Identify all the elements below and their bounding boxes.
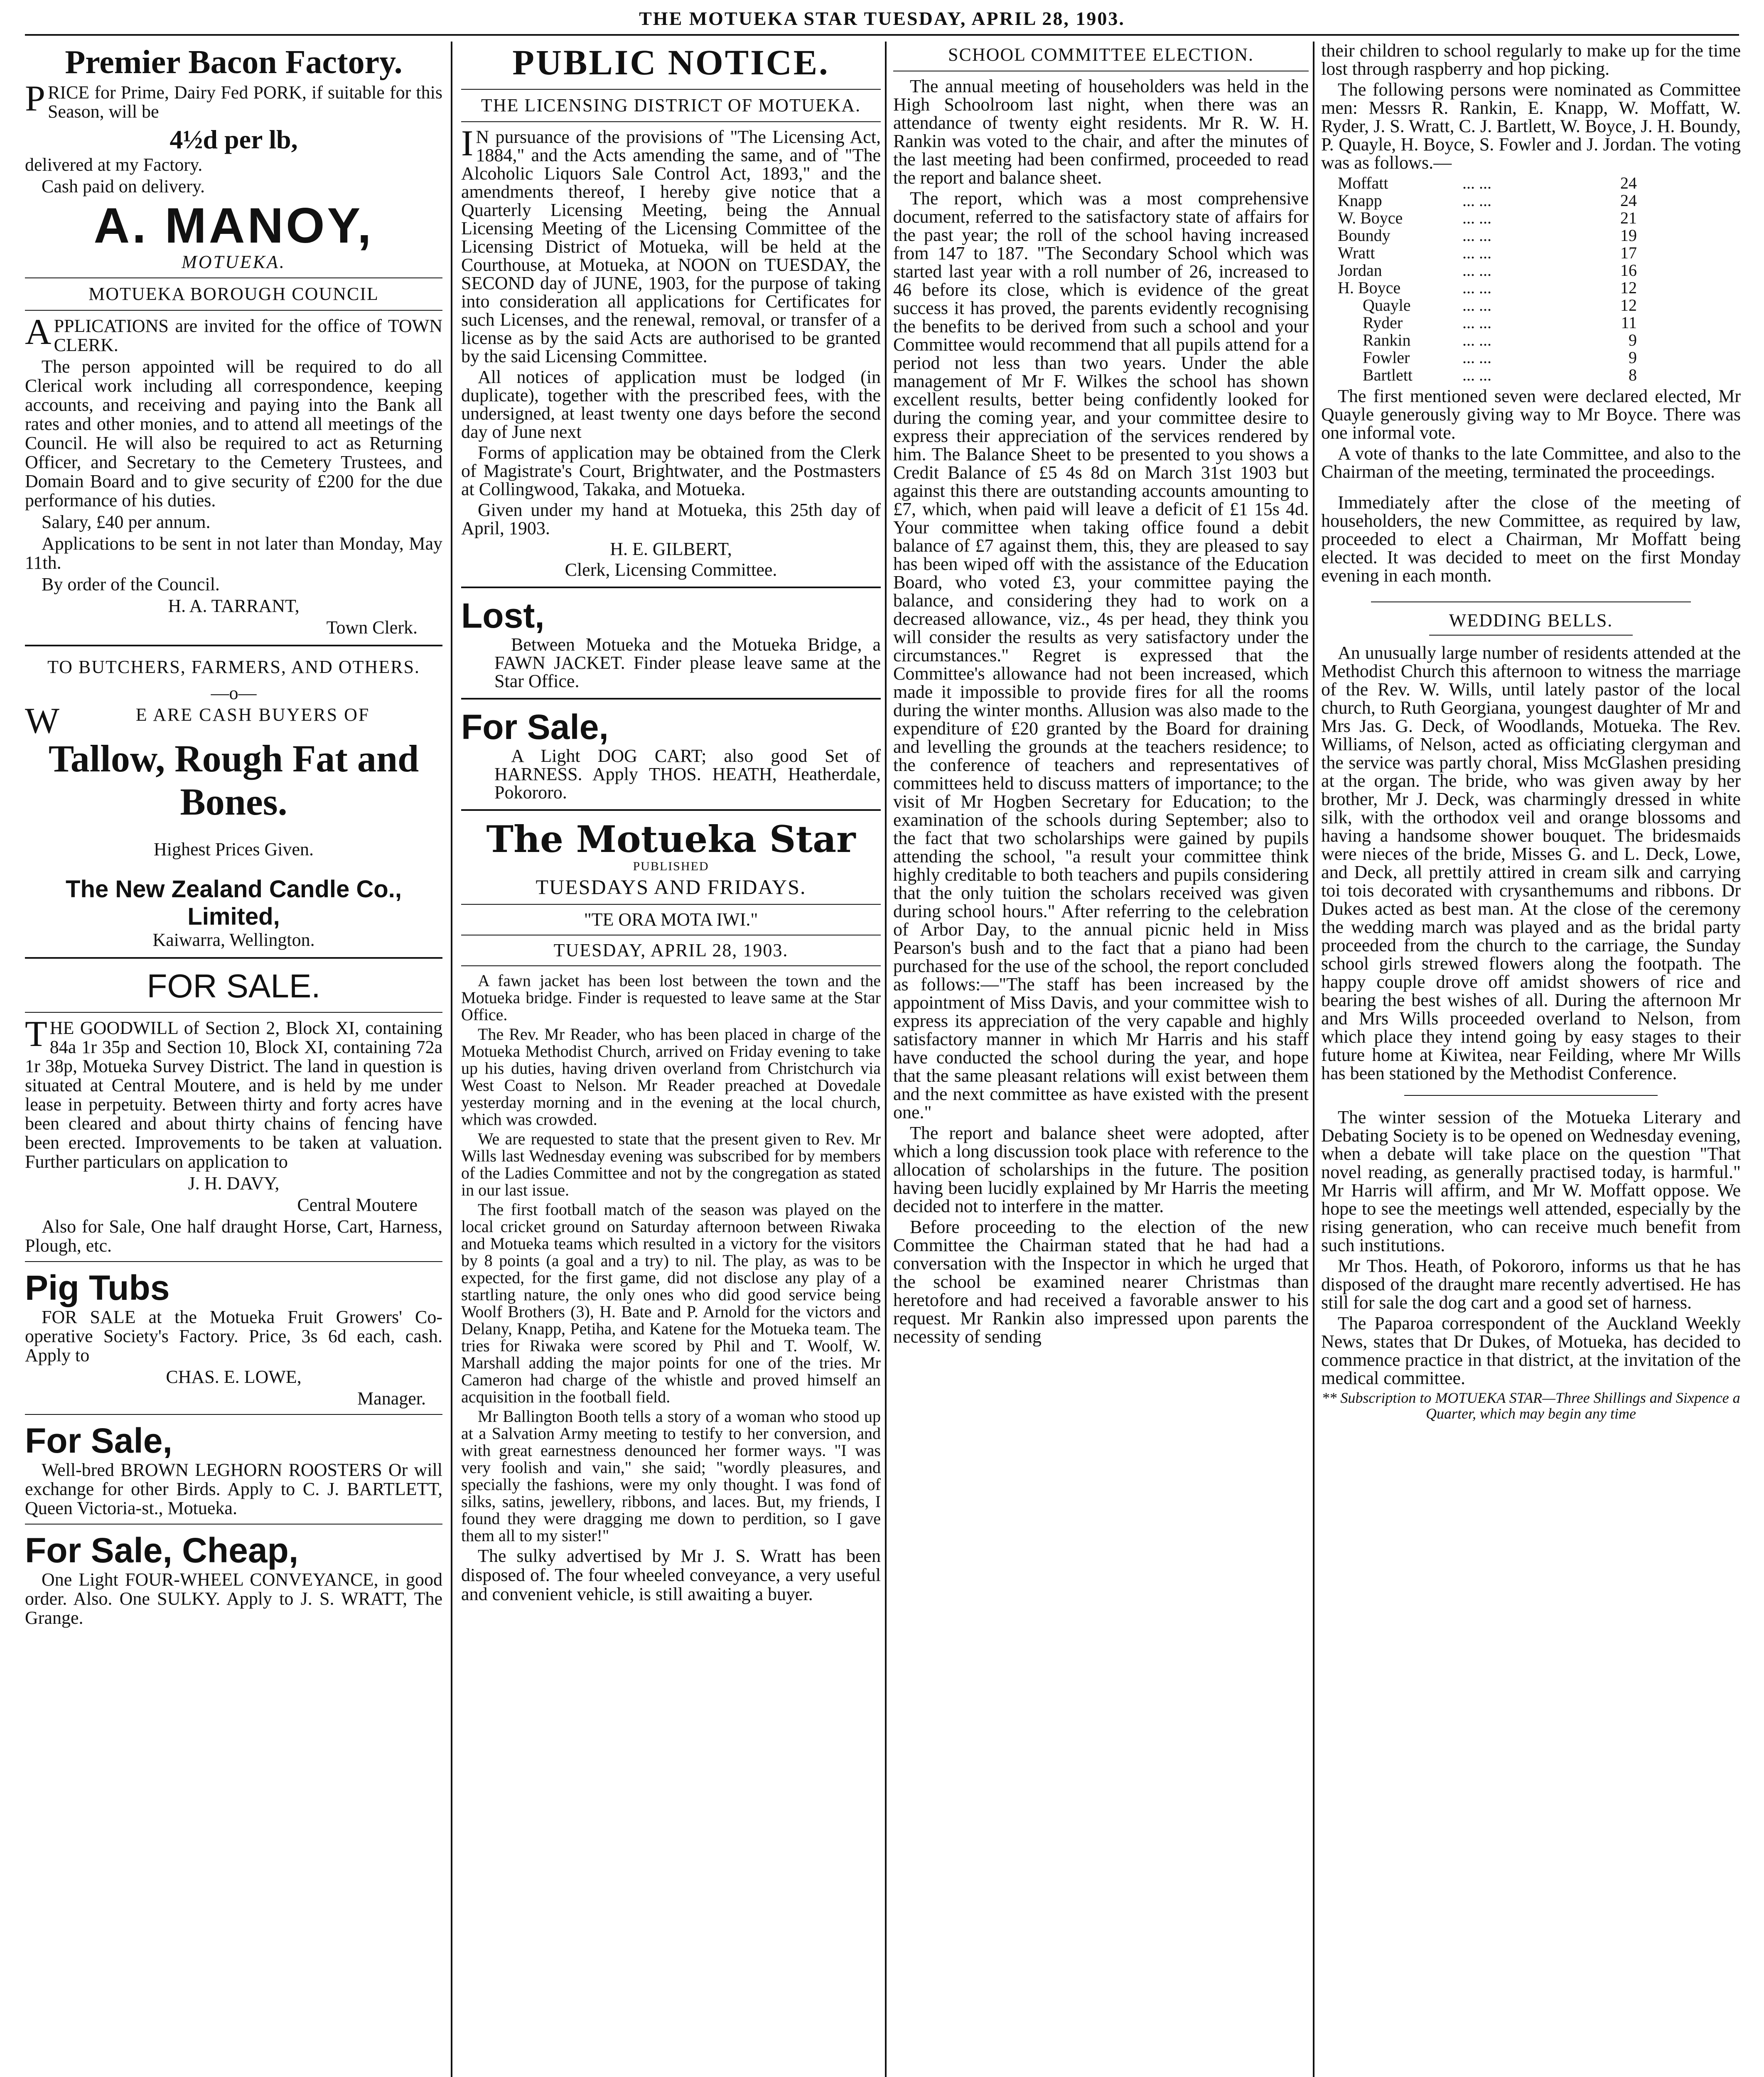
star-date: TUESDAY, APRIL 28, 1903. [553,940,789,960]
column-rule [1313,42,1314,2077]
vote-name: Wratt [1338,243,1375,262]
column-3 [893,42,1309,2077]
dog-cart-text: A Light DOG CART; also good Set of HARNESS. Apply THOS. HEATH, Heatherdale, Pokororo. [494,746,881,803]
motueka-star-title: The Motueka Star [486,818,856,861]
candle-company: The New Zealand Candle Co., Limited, [66,876,402,930]
vote-count: 11 [1621,313,1637,332]
vote-row: Knapp ... ... 24 [1338,191,1637,210]
vote-name: Boundy [1338,226,1391,245]
heath-text: Mr Thos. Heath, of Pokororo, informs us that he has disposed of the draught mare recently advertised. He has still for sale the dog cart and a good set of harness. [1321,1256,1741,1313]
column-1 [25,42,442,2077]
news-item: We are requested to state that the present given to Rev. Mr Wills last Wednesday evening was subscribed for by members of the Ladies Committee and not by the congregation as stated in our last issue. [461,1129,881,1199]
divider [461,587,881,588]
goodwill-signature: J. H. DAVY, [188,1173,280,1193]
lost-text: Between Motueka and the Motueka Bridge, a FAWN JACKET. Finder please leave same at the Star Office. [494,634,881,691]
notice-signature-title: Clerk, Licensing Committee. [565,560,777,580]
vote-count: 17 [1620,243,1637,262]
vote-count: 24 [1620,174,1637,192]
vote-row: Rankin ... ... 9 [1338,331,1741,349]
council-order: By order of the Council. [42,574,220,594]
divider [461,904,881,905]
column-rule [451,42,452,2077]
divider [461,965,881,966]
thanks-text: A vote of thanks to the late Committee, and also to the Chairman of the meeting, terminated the proceedings. [1321,443,1741,482]
cheap-heading: For Sale, Cheap, [25,1531,299,1570]
bacon-factory-title: Premier Bacon Factory. [65,44,403,81]
vote-row: Fowler ... ... 9 [1338,349,1741,366]
vote-count: 16 [1620,261,1637,280]
news-item: The first football match of the season was played on the local cricket ground on Saturday afternoon between Riwaka and Motueka teams which resulted in a victory for the visitors by 8 points (a goal and a try) to nil. The play, as was to be expected, for the first game, did not disclose any play of a startling nature, the only ones who did good service being Woolf Brothers (3), H. Bate and P. Arnold for the victors and Delany, Knapp, Petiha, and Katene for the Motueka team. The tries for Riwaka were scored by Phil and T. Woolf, W. Marshall adding the major points for one of the tries. Mr Cameron had charge of the whistle and proved himself an acquisition in the football field. [461,1200,881,1406]
nominated-text: The following persons were nominated as Committee men: Messrs R. Rankin, E. Knapp, W. Moffatt, W. Ryder, J. S. Wratt, C. J. Bartlett, W. Boyce, J. H. Boundy, P. Quayle, H. Boyce, S. Fowler and J. Jordan. The voting was as follows.— [1321,79,1741,173]
vote-row: Jordan ... ... 16 [1338,261,1637,280]
council-signature: H. A. TARRANT, [168,596,300,616]
literary-society-text: The winter session of the Motueka Literary and Debating Society is to be opened on Wednesday evening, when a debate will take place on the question "That novel reading, as generally practised today, is harmful." Mr Harris will affirm, and Mr W. Moffatt oppose. We hope to see the meetings well attended, especially by the rising generation, who can receive much benefit from such institutions. [1321,1107,1741,1255]
bacon-price: 4½d per lb, [170,125,298,154]
pig-tubs-heading: Pig Tubs [25,1268,170,1307]
vote-count: 12 [1620,278,1637,297]
divider [1429,635,1633,636]
news-item: A fawn jacket has been lost between the town and the Motueka bridge. Finder is requested to leave same at the Star Office. [461,971,881,1024]
divider [461,121,881,122]
divider [25,1012,442,1013]
divider [25,277,442,278]
vote-name: Moffatt [1338,174,1388,192]
vote-row: Ryder ... ... 11 [1338,314,1741,331]
council-signature-title: Town Clerk. [326,617,418,638]
news-item: Mr Ballington Booth tells a story of a woman who stood up at a Salvation Army meeting to testify to her conversion, and with great earnestness denounced her former ways. "I was very foolish and vain," she said; "wordly pleasures, and specially the fashions, were my only thought. I was fond of silks, satins, jewellery, ribbons, and laces. But, my friends, I found they were dragging me down to perdition, so I gave them all to my sister!" [461,1407,881,1545]
divider [1371,601,1691,602]
bacon-delivered: delivered at my Factory. [25,155,203,175]
vote-row: Boundy ... ... 19 [1338,226,1637,245]
notice-p4: Given under my hand at Motueka, this 25th day of April, 1903. [461,500,881,538]
column-rule [885,42,887,2077]
subscription-note: ** Subscription to MOTUEKA STAR—Three Shillings and Sixpence a Quarter, which may begin any time [1322,1390,1740,1422]
butchers-ornament: —o— [211,683,257,703]
butchers-heading: TO BUTCHERS, FARMERS, AND OTHERS. [47,657,420,677]
vote-row: Bartlett ... ... 8 [1338,366,1741,384]
vote-count: 9 [1629,348,1637,367]
prices-given: Highest Prices Given. [154,839,314,859]
divider [25,645,442,646]
roosters-text: Well-bred BROWN LEGHORN ROOSTERS Or will exchange for other Birds. Apply to C. J. BARTLETT, Queen Victoria-st., Motueka. [25,1460,442,1518]
council-salary: Salary, £40 per annum. [42,512,211,532]
vote-count: 21 [1620,209,1637,227]
school-para: The annual meeting of householders was held in the High Schoolroom last night, when there was an attendance of twenty eight residents. Mr R. W. H. Rankin was voted to the chair, and after the minutes of the last meeting had been confirmed, proceeded to read the report and balance sheet. [893,76,1309,188]
school-committee-heading: SCHOOL COMMITTEE ELECTION. [948,44,1254,65]
paparoa-text: The Paparoa correspondent of the Auckland Weekly News, states that Dr Dukes, of Motueka, has decided to commence practice in that district, at the invitation of the medical committee. [1321,1313,1741,1388]
wedding-text: An unusually large number of residents attended at the Methodist Church this afternoon to witness the marriage of the Rev. W. Wills, until lately pastor of the local church, to Ruth Georgiana, youngest daughter of Mr and Mrs Jas. G. Deck, of Woodlands, Motueka. The Rev. Williams, of Nelson, acted as officiating clergyman and the service was partly choral, Miss McGlashen presiding at the organ. The bride, who was given away by her brother, Mr J. Deck, was charmingly dressed in white silk, with the orthodox veil and orange blossoms and having a handsome shower bouquet. The bridesmaids were nieces of the bride, Misses G. and L. Deck, Lowe, and Deck, all prettily attired in cream silk and carrying toi tois decorated with crysanthemums and ribbons. Dr Dukes acted as best man. At the close of the ceremony the wedding march was played and as the bridal party proceeded from the church to the carriage, the Sunday school girls strewed flowers along the footpath. The happy couple drove off amidst showers of rice and bearing the best wishes of all. During the afternoon Mr and Mrs Wills proceeded overland to Nelson, from which place they intend going by easy stages to their future home at Kiwitea, near Feilding, where Mr Wills has been stationed by the Methodist Conference. [1321,643,1741,1083]
vote-row: H. Boyce ... ... 12 [1338,278,1637,297]
vote-name: Bartlett [1363,366,1413,384]
divider [461,89,881,90]
lost-heading: Lost, [461,596,545,635]
divider [461,809,881,811]
goodwill-text: THE GOODWILL of Section 2, Block XI, containing 84a 1r 35p and Section 10, Block XI, containing 72a 1r 38p, Motueka Survey District. The land in question is situated at Central Moutere, and is held by me under lease in perpetuity. Between thirty and forty acres have been cleared and about thirty chains of fencing have been erected. Improvements to be taken at valuation. Further particulars on application to [25,1014,442,1172]
column-4 [1321,42,1741,2077]
vote-name: H. Boyce [1338,278,1401,297]
star-published: PUBLISHED [633,859,709,873]
council-heading: MOTUEKA BOROUGH COUNCIL [88,284,379,304]
vote-name: Ryder [1363,313,1403,332]
news-item: The sulky advertised by Mr J. S. Wratt has been disposed of. The four wheeled conveyance, a very useful and convenient vehicle, is still awaiting a buyer. [461,1546,881,1604]
vote-row: Quayle ... ... 12 [1338,297,1741,314]
goodwill-also: Also for Sale, One half draught Horse, Cart, Harness, Plough, etc. [25,1216,442,1256]
divider [461,698,881,700]
vote-name: Fowler [1363,348,1410,367]
notice-p2: All notices of application must be lodged (in duplicate), together with the prescribed fees, with the undersigned, at least twenty one days before the second day of June next [461,367,881,442]
masthead-rule [25,34,1739,36]
divider [25,1524,442,1525]
roosters-heading: For Sale, [25,1421,172,1460]
for-sale-heading: FOR SALE. [147,967,321,1004]
vote-name: Rankin [1363,331,1411,349]
candle-place: Kaiwarra, Wellington. [152,930,315,950]
council-applications: Applications to be sent in not later than Monday, May 11th. [25,533,442,573]
council-p2: The person appointed will be required to do all Clerical work including all correspondence, keeping accounts, and receiving and paying into the Bank all rates and other monies, and to attend all meetings of the Council. He will also be required to act as Returning Officer, and Secretary to the Cemetery Trustees, and Domain Board and to give security of £200 for the due performance of his duties. [25,356,442,511]
manoy-name: A. MANOY, [93,198,374,253]
notice-p1: IN pursuance of the provisions of "The Licensing Act, 1884," and the Acts amending the same, and of "The Alcoholic Liquors Sale Control Act, 1893," and the amendments thereof, I hereby give notice that a Quarterly Licensing Meeting, being the Annual Licensing Meeting of the Licensing Committee of the Licensing District of Motueka, will be held at the Courthouse, at Motueka, at NOON on TUESDAY, the SECOND day of JUNE, 1903, for the purpose of taking into consideration all applications for Certificates for such Licenses, and the renewal, removal, or transfer of a license as by the said Acts are authorised to be granted by the said Licensing Committee. [461,123,881,366]
cheap-text: One Light FOUR-WHEEL CONVEYANCE, in good order. Also. One SULKY. Apply to J. S. WRATT, The Grange. [25,1569,442,1628]
vote-count: 19 [1620,226,1637,245]
licensing-district: THE LICENSING DISTRICT OF MOTUEKA. [481,95,861,115]
school-para: Before proceeding to the election of the new Committee the Chairman stated that he had had a conversation with the Inspector in which he urged that the school be examined nearer Christmas than heretofore and had received a favorable answer to his request. Mr Rankin also impressed upon parents the necessity of sending [893,1217,1309,1347]
school-para: The report, which was a most comprehensive document, referred to the satisfactory state of affairs for the past year; the roll of the school having increased from 147 to 187. "The Secondary School which was started last year with a roll number of 26, increased to 46 before its close, which is evidence of the great success it has proved, the parents evidently recognising the benefits to be derived from such a school and your Committee would recommend that all pupils attend for a period not less than two years. Under the able management of Mr F. Wilkes the school has shown excellent results, better being confidently looked for during the coming year, and your committee desire to express their appreciation of the services rendered by him. The Balance Sheet to be presented to you shows a Credit Balance of £5 4s 8d on March 31st 1903 but against this there are outstanding accounts amounting to £7, which, when paid will leave a deficit of £1 15s 4d. Your committee when taking office found a debit balance of £7 against them, this, they are pleased to say has been wiped off with the assistance of the Education Board, who voted £3, your committee paying the balance, and considering they had to work on a decreased allowance, viz., 4s per head, they think you will consider the results as very satisfactory under the circumstances." Regret is expressed that the Committee's allowance had not been increased, which made it impossible to provide fires for all the rooms during the winter months. Allusion was also made to the expenditure of £20 granted by the Board for draining and levelling the grounds at the teachers residence; to the conference of teachers and representatives of committees held to discuss matters of importance; to the visit of Mr Hogben Secretary for Education; to the examination of the schools during September; also to the fact that two scholarships were gained by pupils attending the school, "a result your committee think highly creditable to both teachers and pupils considering that the only tuition the scholars received was given during school hours." After referring to the celebration of Arbor Day, to the annual picnic held in Miss Pearson's bush and to the fact that a piano had been purchased for the use of the school, the report concluded as follows:—"The staff has been increased by the appointment of Miss Davis, and your committee wish to express its appreciation of the very capable and highly satisfactory manner in which Mr Harris and his staff have conducted the school during the year, and hope that the same pleasant relations will exist between them and the next committee as have existed with the present one." [893,188,1309,1122]
notice-signature: H. E. GILBERT, [610,539,732,559]
vote-name: Knapp [1338,191,1382,210]
star-motto: "TE ORA MOTA IWI." [584,909,758,930]
divider [25,957,442,959]
voting-table [1338,174,1741,384]
wedding-bells-heading: WEDDING BELLS. [1449,610,1613,631]
school-para-continued: their children to school regularly to make up for the time lost through raspberry and hop picking. [1321,42,1741,79]
vote-count: 12 [1620,296,1637,314]
vote-name: Jordan [1338,261,1382,280]
manoy-place: MOTUEKA. [182,252,286,272]
goodwill-signature-place: Central Moutere [297,1195,418,1215]
divider [1404,1095,1658,1096]
tallow-heading: Tallow, Rough Fat and Bones. [48,737,419,823]
divider [25,1261,442,1262]
dog-cart-heading: For Sale, [461,707,609,746]
vote-name: Quayle [1363,296,1411,314]
butchers-cash-buyers: WE ARE CASH BUYERS OF [25,701,370,741]
bacon-text: PRICE for Prime, Dairy Fed PORK, if suitable for this Season, will be [25,79,442,122]
vote-name: W. Boyce [1338,209,1403,227]
pig-tubs-signature: CHAS. E. LOWE, [166,1367,302,1387]
divider [25,1414,442,1415]
pig-tubs-signature-title: Manager. [357,1388,426,1409]
news-item: The Rev. Mr Reader, who has been placed in charge of the Motueka Methodist Church, arrived on Friday evening to take up his duties, having driven overland from Christchurch via West Coast to Nelson. Mr Reader preached at Dovedale yesterday morning and in the evening at the local church, which was crowded. [461,1025,881,1129]
divider [25,310,442,311]
school-para: The report and balance sheet were adopted, after which a long discussion took place with reference to the allocation of scholarships in the future. The position having been lucidly explained by Mr Harris the meeting decided not to interfere in the matter. [893,1123,1309,1216]
vote-count: 9 [1629,331,1637,349]
bacon-cash: Cash paid on delivery. [42,176,205,196]
vote-row: Wratt ... ... 17 [1338,243,1637,262]
notice-p3: Forms of application may be obtained from the Clerk of Magistrate's Court, Brightwater, and the Postmasters at Collingwood, Takaka, and Motueka. [461,442,881,499]
council-p1: APPLICATIONS are invited for the office of TOWN CLERK. [25,312,442,355]
pig-tubs-text: FOR SALE at the Motueka Fruit Growers' Co-operative Society's Factory. Price, 3s 6d each, cash. Apply to [25,1307,442,1365]
vote-row: W. Boyce ... ... 21 [1338,209,1637,227]
public-notice-heading: PUBLIC NOTICE. [512,42,830,82]
star-days: TUESDAYS AND FRIDAYS. [536,875,806,899]
vote-count: 8 [1629,366,1637,384]
vote-count: 24 [1620,191,1637,210]
masthead: THE MOTUEKA STAR TUESDAY, APRIL 28, 1903. [639,8,1125,29]
vote-row: Moffatt ... ... 24 [1338,174,1637,192]
new-committee-text: Immediately after the close of the meeting of householders, the new Committee, as required by law, proceeded to elect a Chairman, Mr Moffatt being elected. It was decided to meet on the first Monday evening in each month. [1321,492,1741,586]
declared-text: The first mentioned seven were declared elected, Mr Quayle generously giving way to Mr Boyce. There was one informal vote. [1321,386,1741,443]
column-2 [461,42,881,2077]
